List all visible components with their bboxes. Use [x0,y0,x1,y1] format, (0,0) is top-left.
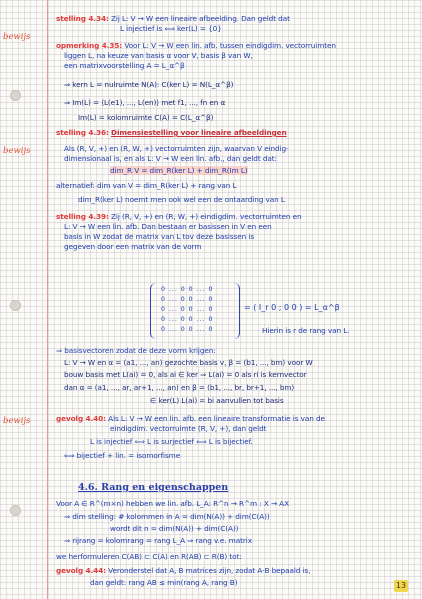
note-line: gevolg 4.44: Veronderstel dat A, B matrices zijn, zodat A·B bepaald is, [56,566,311,575]
note-line: we herformuleren C(AB) ⊂ C(A) en R(AB) ⊂ R(B) tot: [56,552,242,561]
note-line: opmerking 4.35: Voor L: V → W een lin. afb. tussen eindigdim. vectorruimten [56,41,336,50]
note-line: dan α = (a1, ..., ar, ar+1, ..., an) en β = (b1, ..., br, br+1, ..., bm) [64,383,295,392]
punch-hole [10,505,21,516]
note-line: ⇒ Im(L) = ⟨L(e1), ..., L(en)⟩ met f1, ..., fn en α [64,98,226,107]
punch-hole [10,90,21,101]
note-line: L is injectief ⟺ L is surjectief ⟺ L is bijectief. [90,437,253,446]
note-line: Voor A ∈ R^(m×n) hebben we lin. afb. L_A: R^n → R^m : X → AX [56,499,289,508]
block-matrix [150,283,240,339]
note-line: basis in W zodat de matrix van L tov deze basissen is [64,232,255,241]
note-line: stelling 4.39: Zij (R, V, +) en (R, W, +) eindigdim. vectorruimten en [56,212,302,221]
note-line: bouw basis met L(ai) = 0, als ai ∈ ker ⇒ L(ai) = 0 als ri is kernvector [64,370,307,379]
note-line: ⇒ rijrang = kolomrang = rang L_A ⇒ rang v.e. matrix [64,536,252,545]
note-line: L: V → W en α = (a1, ..., an) gezochte basis v, β = (b1, ..., bm) voor W [64,358,313,367]
note-line: dan geldt: rang AB ≤ min(rang A, rang B) [90,578,238,587]
theorem-heading: stelling 4.36: Dimensiestelling voor lineaire afbeeldingen [56,128,287,137]
page-number: 13 [395,581,407,590]
matrix-row: 0 ... 0 0 ... 0 [161,316,214,323]
matrix-row: 0 ... 0 0 ... 0 [161,326,214,333]
note-line: dimensionaal is, en als L: V → W een lin. afb., dan geldt dat: [64,154,277,163]
note-line: dim_R(ker L) noemt men ook wel een de ontaarding van L [78,195,285,204]
section-heading: 4.6. Rang en eigenschappen [78,482,229,493]
note-line: alternatief: dim van V = dim_R(ker L) + rang van L [56,181,237,190]
margin-tag: bewijs [3,146,31,156]
note-line: liggen L, na keuze van basis α voor V, basis β van W, [64,51,253,60]
note-line: een matrixvoorstelling A = L_α^β [64,61,185,70]
note-line: ⇒ basisvectoren zodat de deze vorm krijgen: [56,346,216,355]
note-line: L injectief is ⟺ ker(L) = {0} [120,24,222,33]
note-line: Als (R, V, +) en (R, W, +) vectorruimten zijn, waarvan V eindig- [64,144,289,153]
margin-line [47,0,48,599]
punch-hole [10,300,21,311]
note-line: ⇒ dim stelling: # kolommen in A = dim(N(A)) + dim(C(A)) [64,512,270,521]
note-line: eindigdim. vectorruimte (R, V, +), dan geldt [110,424,267,433]
note-line: wordt dit n = dim(N(A)) + dim(C(A)) [110,524,239,533]
note-line: Hierin is r de rang van L. [262,326,350,335]
note-line: ⇒ kern L = nulruimte N(A): C(ker L) = N(L_α^β) [64,80,234,89]
note-line: stelling 4.34: Zij L: V → W een lineaire afbeelding. Dan geldt dat [56,14,290,23]
note-line: ∈ ker(L) L(ai) = bi aanvullen tot basis [150,396,284,405]
note-line: ⟺ bijectief + lin. = isomorfisme [64,451,181,460]
note-line: gegeven door een matrix van de vorm [64,242,202,251]
matrix-equation: = ( I_r 0 ; 0 0 ) = L_α^β [244,303,340,312]
matrix-row: 0 ... 0 0 ... 0 [161,286,214,293]
margin-tag: bewijs [3,32,31,42]
note-line: dim_R V = dim_R(ker L) + dim_R(Im L) [110,166,248,175]
margin-tag: bewijs [3,416,31,426]
note-line: L: V → W een lin. afb. Dan bestaan er basissen in V en een [64,222,272,231]
matrix-row: 0 ... 0 0 ... 0 [161,306,214,313]
note-line: Im(L) = kolomruimte C(A) = C(L_α^β) [78,113,214,122]
matrix-row: 0 ... 0 0 ... 0 [161,296,214,303]
note-line: gevolg 4.40: Als L: V → W een lin. afb. een lineaire transformatie is van de [56,414,325,423]
